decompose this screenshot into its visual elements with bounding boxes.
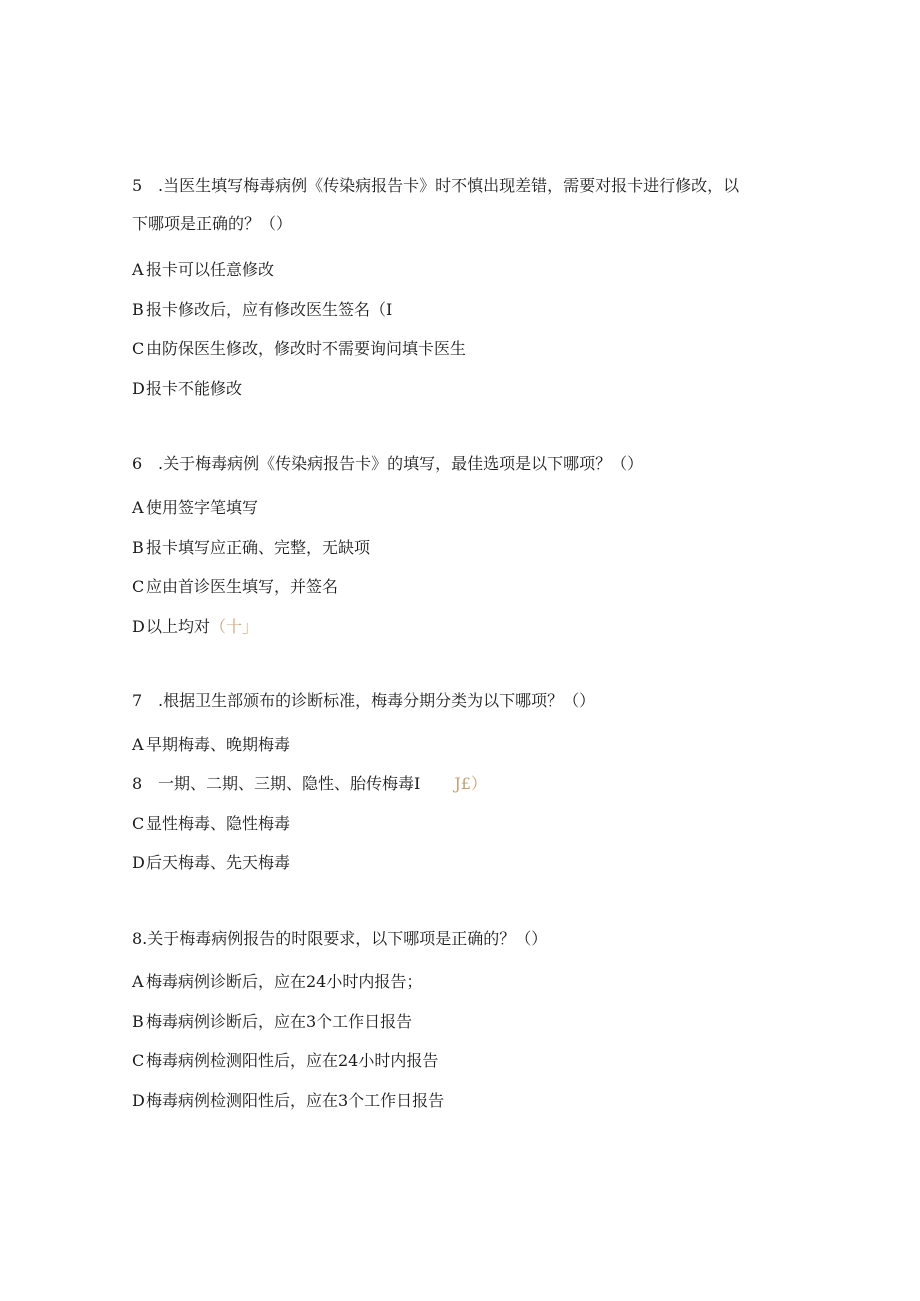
question-6-option-b [132, 538, 370, 558]
question-5-option-c [132, 339, 466, 359]
question-6-stem [132, 454, 643, 474]
option-letter: C [132, 814, 145, 833]
question-5-option-a [132, 260, 274, 280]
question-5-option-b [132, 300, 392, 320]
question-6-option-c [132, 577, 338, 597]
option-text: 一期、二期、三期、隐性、胎传梅毒I [158, 774, 421, 793]
option-text: 报卡不能修改 [146, 379, 243, 398]
question-number: 8. [132, 929, 148, 948]
option-letter: D [132, 379, 145, 398]
question-7-option-d [132, 853, 290, 873]
question-7-option-b [132, 774, 487, 794]
question-5-stem-line-2 [132, 214, 292, 234]
question-stem: 关于梅毒病例报告的时限要求，以下哪项是正确的？（） [147, 929, 548, 948]
option-letter: C [132, 1051, 145, 1070]
option-text: 以上均对 [146, 617, 211, 636]
question-7-option-a [132, 735, 290, 755]
question-5-option-d [132, 379, 242, 399]
option-text: 显性梅毒、隐性梅毒 [146, 814, 291, 833]
question-7-stem [132, 691, 595, 711]
option-letter: 8 [132, 774, 143, 793]
option-text: 梅毒病例检测阳性后，应在3个工作日报告 [146, 1091, 445, 1110]
question-5-stem-line-1 [132, 176, 739, 196]
question-stem: .当医生填写梅毒病例《传染病报告卡》时不慎出现差错，需要对报卡进行修改，以 [158, 176, 740, 195]
answer-mark: （十」 [210, 617, 259, 636]
option-text: 使用签字笔填写 [146, 498, 259, 517]
question-8-option-c [132, 1051, 438, 1071]
option-text: 梅毒病例诊断后，应在24小时内报告； [146, 972, 423, 991]
option-text: 梅毒病例检测阳性后，应在24小时内报告 [146, 1051, 439, 1070]
option-letter: A [132, 972, 144, 991]
question-6-option-d [132, 617, 258, 637]
question-number: 7 [132, 691, 143, 710]
question-number: 5 [132, 176, 143, 195]
question-stem-continued: 下哪项是正确的？（） [132, 214, 293, 233]
question-8-option-b [132, 1012, 412, 1032]
option-text: 应由首诊医生填写，并签名 [146, 577, 339, 596]
option-text: 后天梅毒、先天梅毒 [146, 853, 291, 872]
option-letter: B [132, 1012, 144, 1031]
option-letter: C [132, 577, 145, 596]
question-7-option-c [132, 814, 290, 834]
option-text: 梅毒病例诊断后，应在3个工作日报告 [146, 1012, 413, 1031]
option-text: 由防保医生修改，修改时不需要询问填卡医生 [146, 339, 467, 358]
option-text: 报卡填写应正确、完整，无缺项 [146, 538, 371, 557]
question-6-option-a [132, 498, 258, 518]
option-text: 早期梅毒、晚期梅毒 [146, 735, 291, 754]
question-stem: .根据卫生部颁布的诊断标准，梅毒分期分类为以下哪项？（） [158, 691, 596, 710]
answer-mark: J£） [454, 774, 487, 793]
option-letter: D [132, 1091, 145, 1110]
option-letter: D [132, 617, 145, 636]
question-8-stem [132, 929, 547, 949]
question-stem: .关于梅毒病例《传染病报告卡》的填写，最佳选项是以下哪项？（） [158, 454, 644, 473]
option-text: 报卡修改后，应有修改医生签名（I [146, 300, 393, 319]
option-letter: A [132, 735, 144, 754]
option-letter: A [132, 498, 144, 517]
question-8-option-d [132, 1091, 444, 1111]
question-number: 6 [132, 454, 143, 473]
option-text: 报卡可以任意修改 [146, 260, 275, 279]
option-letter: B [132, 300, 144, 319]
option-letter: B [132, 538, 144, 557]
option-letter: C [132, 339, 145, 358]
option-letter: A [132, 260, 144, 279]
option-letter: D [132, 853, 145, 872]
question-8-option-a [132, 972, 422, 992]
